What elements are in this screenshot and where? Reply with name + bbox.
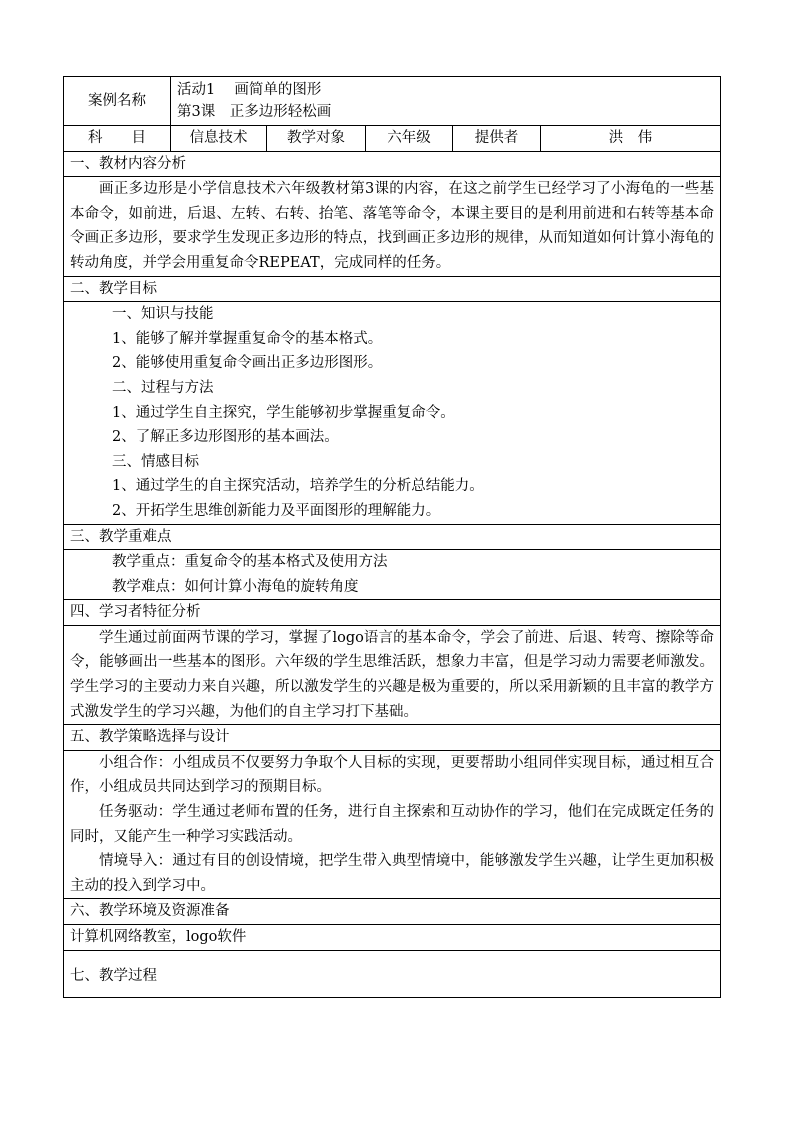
case-name-cell <box>171 77 721 126</box>
list-item: 2、开拓学生思维创新能力及平面图形的理解能力。 <box>112 502 441 519</box>
activity-title: 活动1 画简单的图形 <box>177 82 322 98</box>
section-title: 四、学习者特征分析 <box>64 600 721 626</box>
objectives-list <box>64 302 721 524</box>
section-6-header <box>64 899 721 925</box>
list-item: 教学难点：如何计算小海龟的旋转角度 <box>112 578 359 595</box>
section-7-header <box>64 950 721 997</box>
list-item: 教学重点：重复命令的基本格式及使用方法 <box>112 554 388 571</box>
section-title: 七、教学过程 <box>64 950 721 997</box>
meta-row <box>64 126 721 152</box>
provider-label: 提供者 <box>453 126 541 152</box>
section-title: 六、教学环境及资源准备 <box>64 899 721 925</box>
list-item: 任务驱动：学生通过老师布置的任务，进行自主探索和互动协作的学习，他们在完成既定任务的同时，又能产生一种学习实践活动。 <box>70 804 715 845</box>
section-2-body <box>64 302 721 524</box>
section-title: 五、教学策略选择与设计 <box>64 725 721 751</box>
section-title: 一、教材内容分析 <box>64 151 721 177</box>
list-item: 1、通过学生的自主探究活动，培养学生的分析总结能力。 <box>112 478 484 495</box>
section-1-body <box>64 177 721 276</box>
list-item: 情境导入：通过有目的创设情境，把学生带入典型情境中，能够激发学生兴趣，让学生更加积极主动的投入到学习中。 <box>70 853 715 894</box>
section-6-body <box>64 925 721 951</box>
list-item: 一、知识与技能 <box>112 306 214 323</box>
section-5-header <box>64 725 721 751</box>
strategy-list <box>64 750 721 899</box>
list-item: 1、通过学生自主探究，学生能够初步掌握重复命令。 <box>112 404 455 421</box>
audience-value: 六年级 <box>366 126 453 152</box>
section-text: 画正多边形是小学信息技术六年级教材第3课的内容，在这之前学生已经学习了小海龟的一些基本命令，如前进，后退、左转、右转、抬笔、落笔等命令，本课主要目的是利用前进和右转等基本命令画正多边形，要求学生发现正多边形的特点，找到画正多边形的规律，从而知道如何计算小海龟的转动角度，并学会用重复命令REPEAT，完成同样的任务。 <box>64 177 721 276</box>
lesson-plan-table <box>63 76 721 998</box>
list-item: 小组合作：小组成员不仅要努力争取个人目标的实现，更要帮助小组同伴实现目标，通过相互合作，小组成员共同达到学习的预期目标。 <box>70 754 715 796</box>
list-item: 三、情感目标 <box>112 453 199 470</box>
section-4-header <box>64 600 721 626</box>
section-title: 二、教学目标 <box>64 276 721 302</box>
lesson-plan-page <box>63 76 720 998</box>
list-item: 1、能够了解并掌握重复命令的基本格式。 <box>112 330 383 347</box>
section-text: 计算机网络教室，logo软件 <box>64 925 721 951</box>
header-row <box>64 77 721 126</box>
section-3-body <box>64 550 721 600</box>
section-1-header <box>64 151 721 177</box>
section-5-body <box>64 750 721 899</box>
list-item: 2、能够使用重复命令画出正多边形图形。 <box>112 355 383 372</box>
provider-value: 洪 伟 <box>541 126 721 152</box>
section-text: 学生通过前面两节课的学习，掌握了logo语言的基本命令，学会了前进、后退、转弯、擦除等命令，能够画出一些基本的图形。六年级的学生思维活跃，想象力丰富，但是学习动力需要老师激发。学生学习的主要动力来自兴趣，所以激发学生的兴趣是极为重要的，所以采用新颖的且丰富的教学方式激发学生的学习兴趣，为他们的自主学习打下基础。 <box>64 625 721 724</box>
section-2-header <box>64 276 721 302</box>
audience-label: 教学对象 <box>267 126 366 152</box>
subject-value: 信息技术 <box>171 126 267 152</box>
lesson-title: 第3课 正多边形轻松画 <box>177 104 332 120</box>
key-points-list <box>64 550 721 600</box>
list-item: 2、了解正多边形图形的基本画法。 <box>112 429 339 446</box>
section-4-body <box>64 625 721 724</box>
section-title: 三、教学重难点 <box>64 524 721 550</box>
case-label: 案例名称 <box>64 77 171 126</box>
list-item: 二、过程与方法 <box>112 379 214 396</box>
section-3-header <box>64 524 721 550</box>
subject-label: 科 目 <box>64 126 171 152</box>
